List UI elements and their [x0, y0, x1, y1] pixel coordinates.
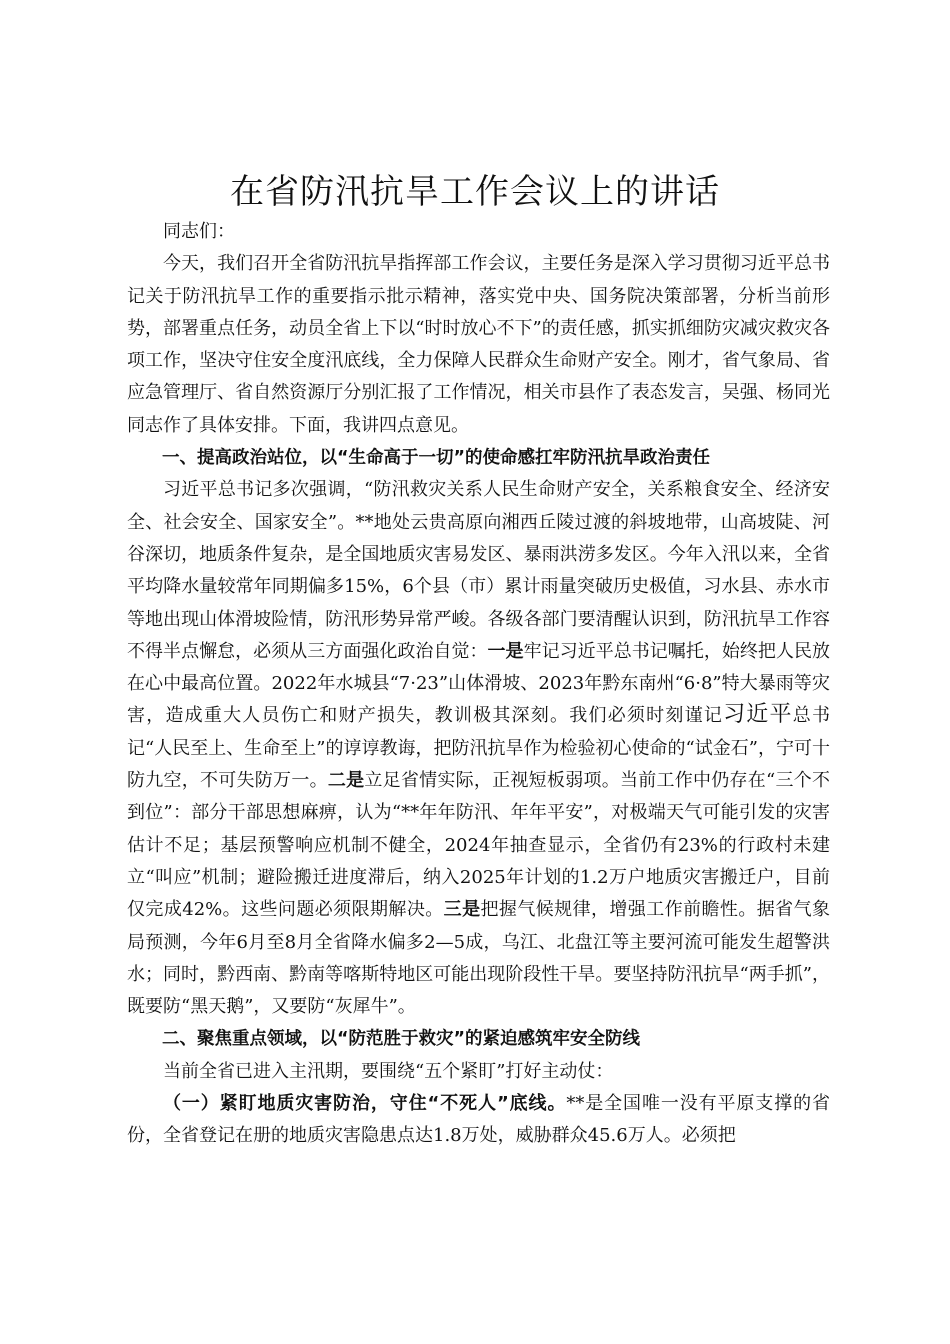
salutation: 同志们： — [163, 221, 235, 242]
point-one-label: 一是 — [487, 640, 524, 662]
section1-text-b: 牢记习近平总书记嘱托，始终把人民放在心中最高位置。2022年水城县“7·23”山体滑坡、2023年黔东南州“6·8”特大暴雨等灾害，造成重大人员伤亡和财产损失，教训极其深刻。我们必须时刻谨记 — [127, 640, 831, 727]
section1-text-d: 立足省情实际，正视短板弱项。当前工作中仍存在“三个不到位”：部分干部思想麻痹，认为“**年年防汛、年年平安”，对极端天气可能引发的灾害估计不足；基层预警响应机制不健全，2024年抽查显示，全省仍有23%的行政村未建立“叫应”机制；避险搬迁进度滞后，纳入2025年计划的1.2万户地质灾害搬迁户，目前仅完成42%。这些问题必须限期解决。 — [127, 770, 831, 921]
emphasized-name: 习近平 — [723, 702, 793, 728]
section1-text-a: 习近平总书记多次强调，“防汛救灾关系人民生命财产安全，关系粮食安全、经济安全、社会安全、国家安全”。**地处云贵高原向湘西丘陵过渡的斜坡地带，山高坡陡、河谷深切，地质条件复杂，是全国地质灾害易发区、暴雨洪涝多发区。今年入汛以来，全省平均降水量较常年同期偏多15%，6个县（市）累计雨量突破历史极值，习水县、赤水市等地出现山体滑坡险情，防汛形势异常严峻。各级各部门要清醒认识到，防汛抗旱工作容不得半点懈怠，必须从三方面强化政治自觉： — [127, 479, 830, 662]
point-three-label: 三是 — [443, 899, 481, 921]
point-two-label: 二是 — [327, 770, 365, 792]
subsection-1-paragraph — [127, 1088, 830, 1153]
document-title: 在省防汛抗旱工作会议上的讲话 — [230, 172, 720, 212]
section1-text-e: 把握气候规律，增强工作前瞻性。据省气象局预测，今年6月至8月全省降水偏多2—5成，乌江、北盘江等主要河流可能发生超警洪水；同时，黔西南、黔南等喀斯特地区可能出现阶段性干旱。要坚持防汛抗旱“两手抓”，既要防“黑天鹅”，又要防“灰犀牛”。 — [127, 899, 831, 1018]
section-heading-2: 二、聚焦重点领域，以“防范胜于救灾”的紧迫感筑牢安全防线 — [162, 1029, 641, 1050]
subsection-1-heading: （一）紧盯地质灾害防治，守住“不死人”底线。 — [163, 1093, 567, 1115]
section2-intro: 当前全省已进入主汛期，要围绕“五个紧盯”打好主动仗： — [163, 1060, 614, 1082]
document-body — [127, 216, 830, 1153]
intro-paragraph: 今天，我们召开全省防汛抗旱指挥部工作会议，主要任务是深入学习贯彻习近平总书记关于防汛抗旱工作的重要指示批示精神，落实党中央、国务院决策部署，分析当前形势，部署重点任务，动员全省上下以“时时放心不下”的责任感，抓实抓细防灾减灾救灾各项工作，坚决守住安全度汛底线，全力保障人民群众生命财产安全。刚才，省气象局、省应急管理厅、省自然资源厅分别汇报了工作情况，相关市县作了表态发言，吴强、杨同光同志作了具体安排。下面，我讲四点意见。 — [127, 253, 830, 436]
section1-text-c: 总书记“人民至上、生命至上”的谆谆教诲，把防汛抗旱作为检验初心使命的“试金石”，宁可十防九空，不可失防万一。 — [127, 705, 830, 792]
section-heading-1: 一、提高政治站位，以“生命高于一切”的使命感扛牢防汛抗旱政治责任 — [162, 448, 711, 469]
subsection-1-text: **是全国唯一没有平原支撑的省份，全省登记在册的地质灾害隐患点达1.8万处，威胁群众45.6万人。必须把 — [127, 1093, 830, 1147]
section1-paragraph — [127, 474, 830, 1023]
